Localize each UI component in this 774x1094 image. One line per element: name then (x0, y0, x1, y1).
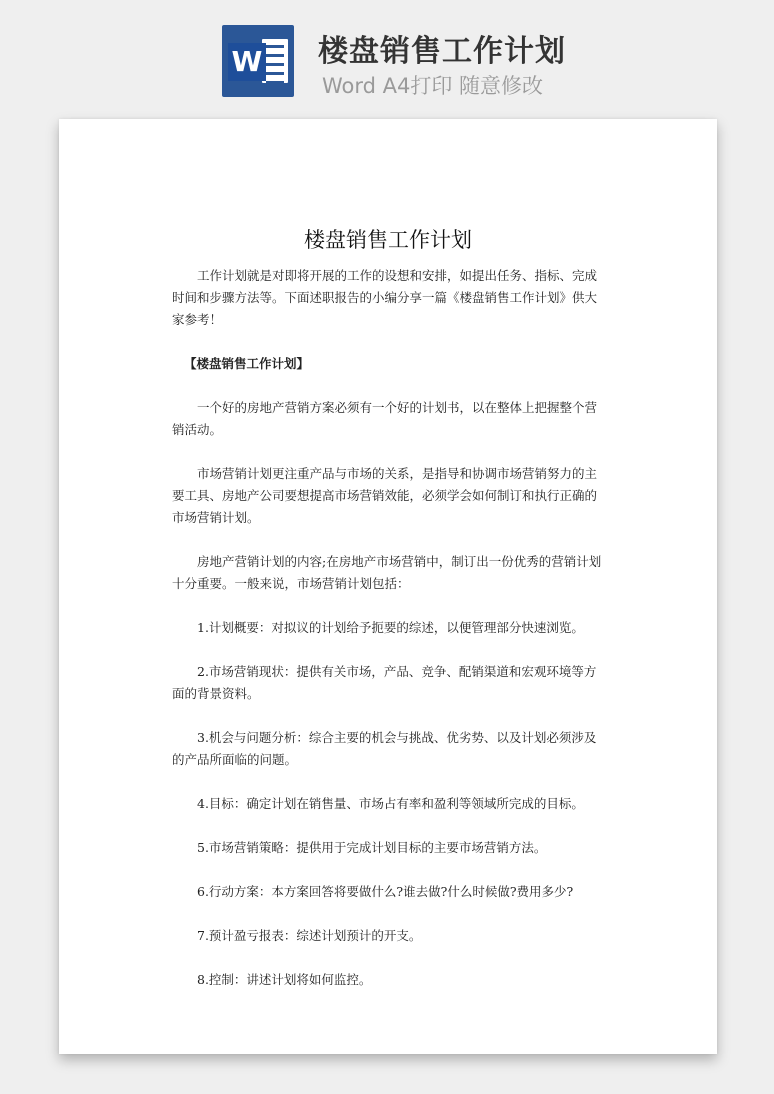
top-banner (0, 0, 774, 112)
list-item: 4.目标：确定计划在销售量、市场占有率和盈利等领域所完成的目标。 (197, 796, 584, 811)
paragraph-intro: 工作计划就是对即将开展的工作的设想和安排，如提出任务、指标、完成时间和步骤方法等。下面述职报告的小编分享一篇《楼盘销售工作计划》供大家参考！ (172, 268, 598, 327)
document-title: 楼盘销售工作计划 (304, 228, 472, 252)
paragraph: 一个好的房地产营销方案必须有一个好的计划书，以在整体上把握整个营销活动。 (172, 400, 598, 437)
paragraph: 市场营销计划更注重产品与市场的关系，是指导和协调市场营销努力的主要工具、房地产公司要想提高市场营销效能，必须学会如何制订和执行正确的市场营销计划。 (172, 466, 598, 525)
list-item: 1.计划概要：对拟议的计划给予扼要的综述，以便管理部分快速浏览。 (197, 620, 584, 635)
list-item: 2.市场营销现状：提供有关市场，产品、竞争、配销渠道和宏观环境等方面的背景资料。 (172, 664, 597, 701)
word-logo-letter: W (228, 43, 266, 81)
banner-subtitle: Word A4打印 随意修改 (322, 74, 544, 98)
list-item: 7.预计盈亏报表：综述计划预计的开支。 (197, 928, 422, 943)
document-body (172, 265, 604, 991)
list-item: 3.机会与问题分析：综合主要的机会与挑战、优劣势、以及计划必须涉及的产品所面临的问题。 (172, 730, 597, 767)
list-item: 8.控制：讲述计划将如何监控。 (197, 972, 372, 987)
list-item: 5.市场营销策略：提供用于完成计划目标的主要市场营销方法。 (197, 840, 547, 855)
document-page (59, 119, 717, 1054)
list-item: 6.行动方案：本方案回答将要做什么?谁去做?什么时候做?费用多少? (197, 884, 574, 899)
banner-title: 楼盘销售工作计划 (318, 34, 566, 69)
section-heading: 【楼盘销售工作计划】 (184, 356, 310, 371)
paragraph: 房地产营销计划的内容;在房地产市场营销中，制订出一份优秀的营销计划十分重要。一般来说，市场营销计划包括： (172, 554, 602, 591)
word-logo-icon (222, 25, 294, 97)
